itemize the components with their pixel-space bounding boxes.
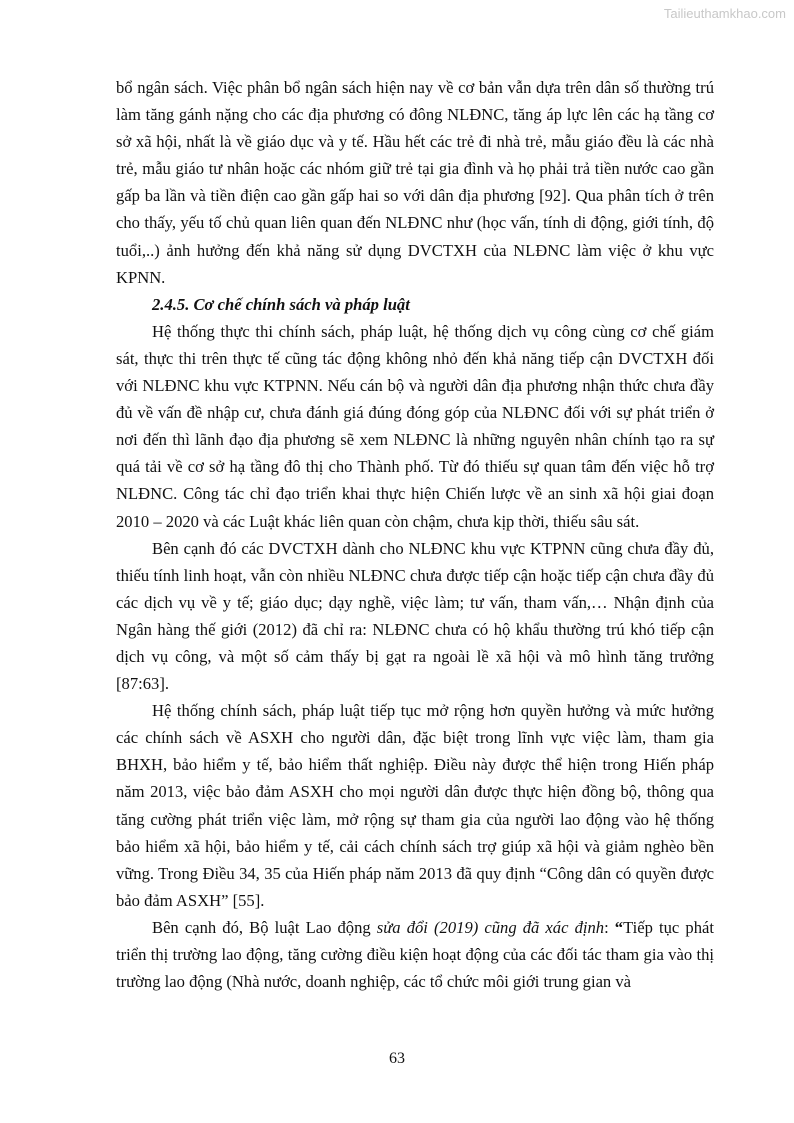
- paragraph: Bên cạnh đó các DVCTXH dành cho NLĐNC khu vực KTPNN cũng chưa đầy đủ, thiếu tính linh hoạt, vẫn còn nhiều NLĐNC chưa được tiếp cận hoặc tiếp cận chưa đầy đủ các dịch vụ về y tế; giáo dục; dạy nghề, việc làm; tư vấn, tham vấn,… Nhận định của Ngân hàng thế giới (2012) đã chỉ ra: NLĐNC chưa có hộ khẩu thường trú khó tiếp cận dịch vụ công, và một số cảm thấy bị gạt ra ngoài lề xã hội và mô hình tăng trưởng [87:63].: [116, 538, 714, 694]
- section-heading: 2.4.5. Cơ chế chính sách và pháp luật: [152, 294, 410, 314]
- paragraph: Hệ thống chính sách, pháp luật tiếp tục mở rộng hơn quyền hưởng và mức hưởng các chính sách về ASXH cho người dân, đặc biệt trong lĩnh vực việc làm, tham gia BHXH, bảo hiểm y tế, bảo hiểm thất nghiệp. Điều này được thể hiện trong Hiến pháp năm 2013, việc bảo đảm ASXH cho mọi người dân được thực hiện đồng bộ, thông qua tăng cường phát triển việc làm, mở rộng sự tham gia của người lao động vào hệ thống bảo hiểm xã hội, bảo hiểm y tế, cải cách chính sách trợ giúp xã hội và giảm nghèo bền vững. Trong Điều 34, 35 của Hiến pháp năm 2013 đã quy định “Công dân có quyền được bảo đảm ASXH” [55].: [116, 701, 714, 910]
- paragraph-text: Bên cạnh đó, Bộ luật Lao động: [152, 917, 377, 937]
- paragraph: [116, 914, 714, 995]
- paragraph-text: :: [604, 917, 615, 937]
- document-body: [116, 74, 714, 995]
- paragraph-text: Tiếp tục phát triển thị trường lao động, tăng cường điều kiện hoạt động của các đối tác tham gia vào thị trường lao động (Nhà nước, doanh nghiệp, các tổ chức môi giới trung gian và: [116, 917, 714, 992]
- page-number: 63: [389, 1050, 405, 1067]
- watermark: Tailieuthamkhao.com: [663, 6, 786, 21]
- paragraph-continuation: bổ ngân sách. Việc phân bổ ngân sách hiện nay về cơ bản vẫn dựa trên dân số thường trú làm tăng gánh nặng cho các địa phương có đông NLĐNC, tăng áp lực lên các hạ tầng cơ sở xã hội, nhất là về giáo dục và y tế. Hầu hết các trẻ đi nhà trẻ, mẫu giáo đều là các nhà trẻ, mẫu giáo tư nhân hoặc các nhóm giữ trẻ tại gia đình và họ phải trả tiền nước cao gần gấp ba lần và tiền điện cao gần gấp hai so với dân địa phương [92]. Qua phân tích ở trên cho thấy, yếu tố chủ quan liên quan đến NLĐNC như (học vấn, tính di động, giới tính, độ tuổi,..) ảnh hưởng đến khả năng sử dụng DVCTXH của NLĐNC làm việc ở khu vực KPNN.: [116, 78, 714, 287]
- italic-text: sửa đổi (2019) cũng đã xác định: [376, 917, 605, 937]
- quote-mark: “: [614, 917, 624, 937]
- paragraph: Hệ thống thực thi chính sách, pháp luật, hệ thống dịch vụ công cùng cơ chế giám sát, thực thi trên thực tế cũng tác động không nhỏ đến khả năng tiếp cận DVCTXH đối với NLĐNC khu vực KTPNN. Nếu cán bộ và người dân địa phương nhận thức chưa đầy đủ về vấn đề nhập cư, chưa đánh giá đúng đóng góp của NLĐNC đối với sự phát triển ở nơi đến thì lãnh đạo địa phương sẽ xem NLĐNC là những nguyên nhân chính tạo ra sự quá tải về cơ sở hạ tầng đô thị cho Thành phố. Từ đó thiếu sự quan tâm đến việc hỗ trợ NLĐNC. Công tác chỉ đạo triển khai thực hiện Chiến lược về an sinh xã hội giai đoạn 2010 – 2020 và các Luật khác liên quan còn chậm, chưa kịp thời, thiếu sâu sát.: [116, 321, 714, 531]
